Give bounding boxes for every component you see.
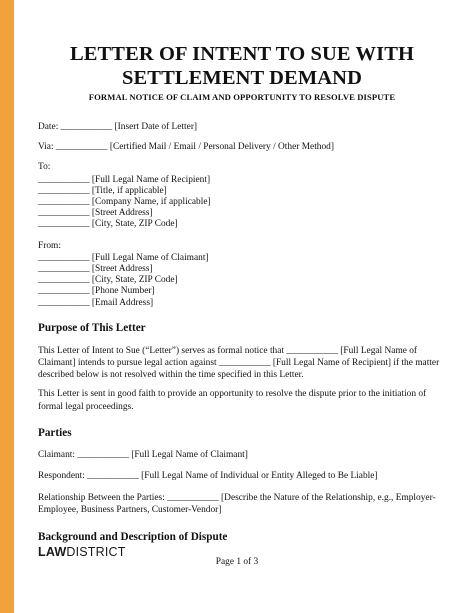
claimant-line: Claimant: ___________ [Full Legal Name of Claimant]: [38, 449, 248, 460]
logo-district-text: DISTRICT: [66, 545, 126, 559]
recipient-street-line: ___________ [Street Address]: [38, 208, 153, 219]
claimant-phone-line: ___________ [Phone Number]: [38, 286, 155, 297]
claimant-name-line: ___________ [Full Legal Name of Claimant]: [38, 252, 209, 263]
recipient-company-line: ___________ [Company Name, if applicable]: [38, 197, 211, 208]
parties-heading: Parties: [38, 426, 72, 439]
claimant-city-line: ___________ [City, State, ZIP Code]: [38, 275, 178, 286]
date-line: Date: ___________ [Insert Date of Letter]: [38, 122, 198, 132]
recipient-name-line: ___________ [Full Legal Name of Recipient]: [38, 174, 211, 185]
logo-law-text: LAW: [38, 545, 67, 559]
purpose-heading: Purpose of This Letter: [38, 321, 146, 334]
document-subtitle: FORMAL NOTICE OF CLAIM AND OPPORTUNITY TO RESOLVE DISPUTE: [88, 92, 396, 102]
title-line-2: SETTLEMENT DEMAND: [122, 67, 362, 89]
claimant-block: [38, 253, 446, 309]
from-label: From:: [38, 240, 61, 251]
document-page: [38, 42, 446, 544]
title-line-1: LETTER OF INTENT TO SUE WITH: [69, 43, 415, 65]
recipient-block: [38, 175, 446, 231]
respondent-line: Respondent: ___________ [Full Legal Name of Individual or Entity Alleged to Be Liable]: [38, 471, 378, 482]
background-heading: Background and Description of Dispute: [38, 530, 228, 543]
relationship-paragraph: Relationship Between the Parties: ___________ [Describe the Nature of the Relationship, e.g., Employer-Employee, Business Partners, Customer-Vendor]: [38, 493, 436, 516]
recipient-title-line: ___________ [Title, if applicable]: [38, 185, 167, 196]
recipient-city-line: ___________ [City, State, ZIP Code]: [38, 219, 178, 230]
document-title: [38, 42, 446, 90]
via-line: Via: ___________ [Certified Mail / Email / Personal Delivery / Other Method]: [38, 142, 334, 153]
page-number: Page 1 of 3: [215, 557, 259, 567]
accent-stripe: [0, 0, 14, 613]
purpose-paragraph-2: This Letter is sent in good faith to provide an opportunity to resolve the dispute prior to the initiation of formal legal proceedings.: [38, 389, 427, 412]
claimant-street-line: ___________ [Street Address]: [38, 264, 153, 275]
to-label: To:: [38, 162, 51, 173]
claimant-email-line: ___________ [Email Address]: [38, 297, 154, 308]
purpose-paragraph-1: This Letter of Intent to Sue (“Letter”) serves as formal notice that ___________ [Full Legal Name of Claimant] intends to pursue legal action against ___________ [Full Legal Name of Recipient] if the matter described below is not resolved within the time specified in this Letter.: [38, 345, 440, 381]
